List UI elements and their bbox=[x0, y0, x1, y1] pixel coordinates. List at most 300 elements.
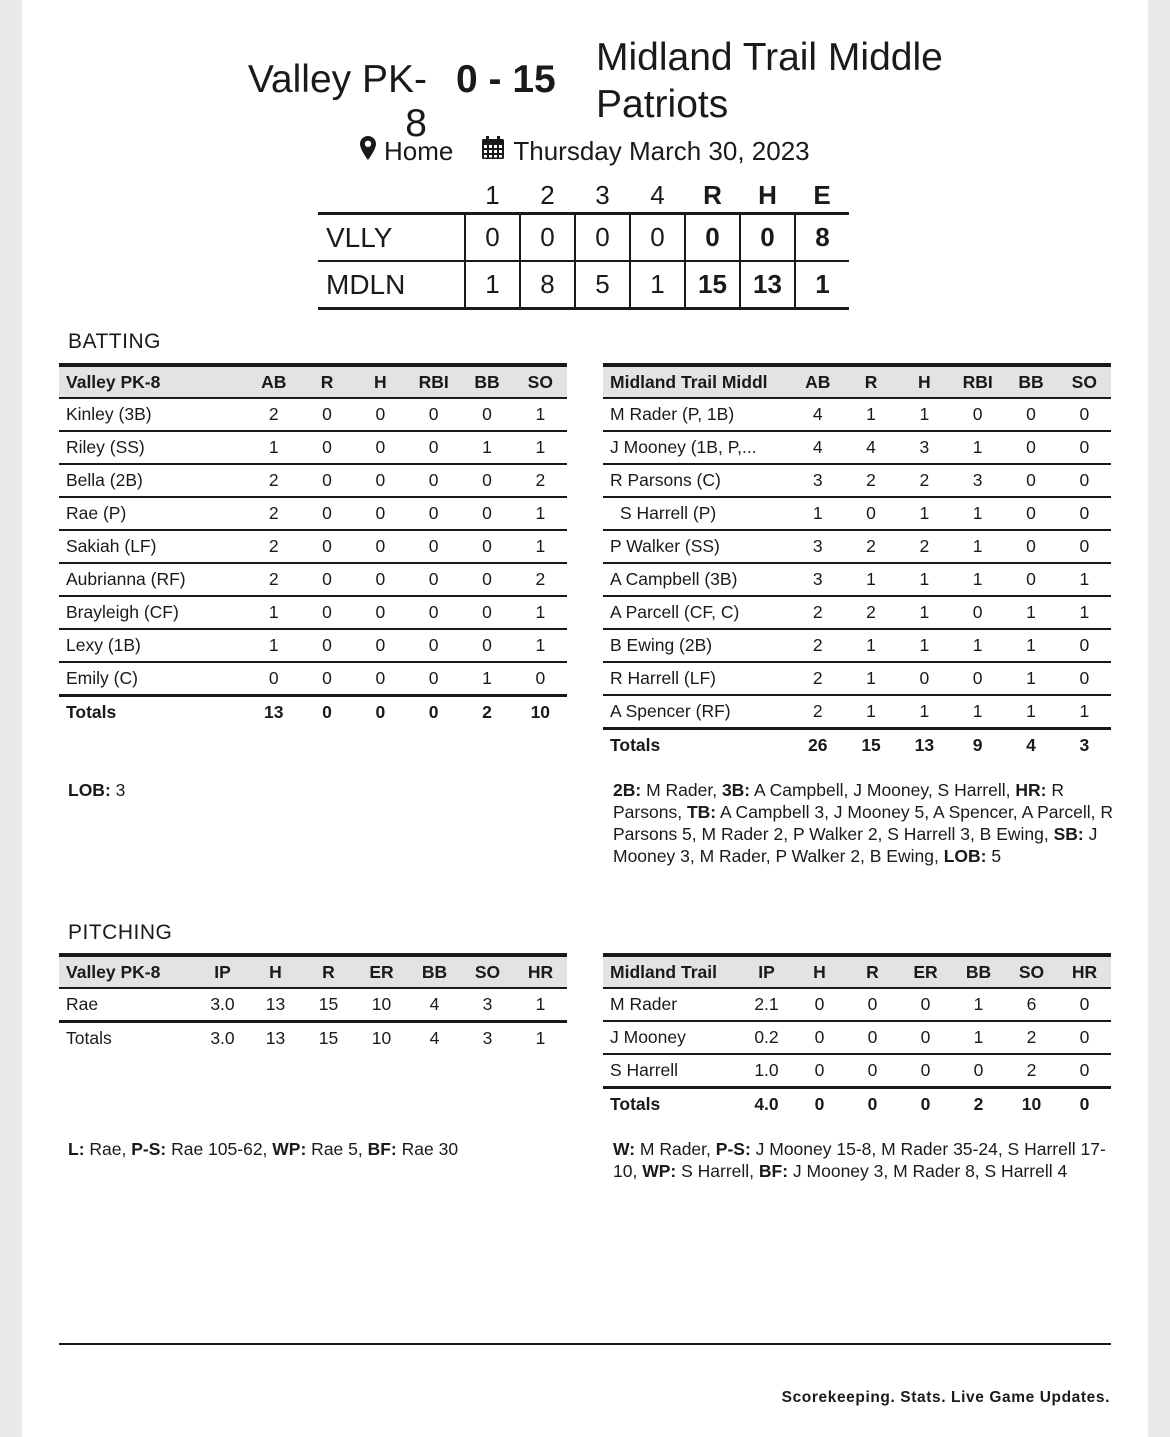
stat-cell: 4 bbox=[844, 431, 897, 464]
linescore-cell: 1 bbox=[795, 261, 849, 309]
table-column-header: IP bbox=[740, 955, 793, 988]
stat-cell: 1 bbox=[951, 695, 1004, 729]
player-name: Bella (2B) bbox=[59, 464, 247, 497]
table-row bbox=[59, 398, 567, 431]
note-text: J Mooney 3, M Rader, P Walker 2, B Ewing, bbox=[613, 824, 1098, 866]
stat-cell: 0 bbox=[899, 988, 952, 1021]
stat-cell: 0 bbox=[846, 988, 899, 1021]
linescore-cell: 15 bbox=[685, 261, 740, 309]
stat-cell: 0 bbox=[407, 596, 460, 629]
table-column-header: SO bbox=[1005, 955, 1058, 988]
stat-cell: 13 bbox=[249, 988, 302, 1022]
linescore-cell: 0 bbox=[465, 214, 520, 262]
stat-cell: 0 bbox=[354, 530, 407, 563]
note-text: 5 bbox=[986, 846, 1002, 866]
table-column-header: H bbox=[898, 365, 951, 398]
linescore-row bbox=[318, 261, 849, 309]
player-name: S Harrell bbox=[603, 1054, 740, 1088]
stat-cell: 1 bbox=[514, 497, 567, 530]
stat-cell: 1 bbox=[951, 563, 1004, 596]
stat-cell: 1 bbox=[460, 431, 513, 464]
table-row bbox=[603, 431, 1111, 464]
stat-cell: 0 bbox=[300, 497, 353, 530]
stat-cell: 2 bbox=[791, 662, 844, 695]
stat-cell: 1 bbox=[460, 662, 513, 696]
total-cell: 0 bbox=[899, 1088, 952, 1121]
player-name: R Harrell (LF) bbox=[603, 662, 791, 695]
note-label: WP: bbox=[272, 1139, 307, 1159]
stat-cell: 1 bbox=[1004, 596, 1057, 629]
table-team-header: Valley PK-8 bbox=[59, 365, 247, 398]
total-cell: 10 bbox=[355, 1022, 408, 1055]
totals-row bbox=[59, 696, 567, 729]
table-team-header: Midland Trail Middl bbox=[603, 365, 791, 398]
linescore-header: 4 bbox=[650, 179, 665, 210]
total-cell: 1 bbox=[514, 1022, 567, 1055]
stat-cell: 0 bbox=[1058, 1021, 1111, 1054]
stat-cell: 0 bbox=[1058, 398, 1111, 431]
player-name: M Rader (P, 1B) bbox=[603, 398, 791, 431]
total-cell: 3.0 bbox=[196, 1022, 249, 1055]
stat-cell: 2 bbox=[1005, 1054, 1058, 1088]
stat-cell: 0 bbox=[1004, 530, 1057, 563]
note-text: Rae 5, bbox=[306, 1139, 368, 1159]
table-column-header: BB bbox=[1004, 365, 1057, 398]
scorecard-page bbox=[22, 0, 1148, 1437]
total-cell: 0 bbox=[407, 696, 460, 729]
stat-cell: 1 bbox=[514, 398, 567, 431]
stat-cell: 0 bbox=[1004, 497, 1057, 530]
table-column-header: H bbox=[354, 365, 407, 398]
stat-cell: 2 bbox=[791, 695, 844, 729]
stat-cell: 1 bbox=[247, 629, 300, 662]
stat-cell: 1 bbox=[844, 563, 897, 596]
player-name: Riley (SS) bbox=[59, 431, 247, 464]
table-team-header: Valley PK-8 bbox=[59, 955, 196, 988]
stat-cell: 1.0 bbox=[740, 1054, 793, 1088]
stat-cell: 2 bbox=[247, 530, 300, 563]
stat-cell: 0 bbox=[407, 662, 460, 696]
note-text: Rae 105-62, bbox=[166, 1139, 273, 1159]
stat-cell: 0 bbox=[1004, 398, 1057, 431]
player-name: A Spencer (RF) bbox=[603, 695, 791, 729]
stat-cell: 4 bbox=[791, 398, 844, 431]
stat-cell: 0 bbox=[247, 662, 300, 696]
stat-cell: 1 bbox=[791, 497, 844, 530]
batting-table-away bbox=[59, 363, 567, 728]
totals-row bbox=[59, 1022, 567, 1055]
table-row bbox=[59, 530, 567, 563]
stat-cell: 0 bbox=[460, 596, 513, 629]
linescore-team: MDLN bbox=[318, 261, 465, 309]
totals-label: Totals bbox=[59, 696, 247, 729]
stat-cell: 1 bbox=[951, 431, 1004, 464]
table-column-header: R bbox=[300, 365, 353, 398]
stat-cell: 0 bbox=[354, 563, 407, 596]
stat-cell: 0 bbox=[899, 1054, 952, 1088]
stat-cell: 0 bbox=[514, 662, 567, 696]
table-column-header: ER bbox=[899, 955, 952, 988]
table-row bbox=[603, 563, 1111, 596]
table-column-header: AB bbox=[247, 365, 300, 398]
note-text: Rae, bbox=[84, 1139, 132, 1159]
total-cell: 9 bbox=[951, 729, 1004, 762]
stat-cell: 0 bbox=[1004, 431, 1057, 464]
note-text: M Rader, bbox=[635, 1139, 716, 1159]
table-column-header: RBI bbox=[951, 365, 1004, 398]
stat-cell: 2.1 bbox=[740, 988, 793, 1021]
linescore-header: 2 bbox=[540, 179, 555, 210]
stat-cell: 0 bbox=[1058, 497, 1111, 530]
stat-cell: 15 bbox=[302, 988, 355, 1022]
stat-cell: 1 bbox=[1058, 695, 1111, 729]
table-team-header: Midland Trail bbox=[603, 955, 740, 988]
table-row bbox=[603, 1054, 1111, 1088]
player-name: Sakiah (LF) bbox=[59, 530, 247, 563]
stat-cell: 2 bbox=[247, 398, 300, 431]
total-cell: 13 bbox=[249, 1022, 302, 1055]
stat-cell: 0 bbox=[407, 497, 460, 530]
stat-cell: 2 bbox=[514, 464, 567, 497]
player-name: B Ewing (2B) bbox=[603, 629, 791, 662]
total-cell: 0 bbox=[300, 696, 353, 729]
stat-cell: 0 bbox=[354, 398, 407, 431]
table-row bbox=[59, 629, 567, 662]
stat-cell: 0 bbox=[407, 431, 460, 464]
table-row bbox=[603, 695, 1111, 729]
stat-cell: 2 bbox=[844, 596, 897, 629]
home-team-name: Midland Trail Middle Patriots bbox=[596, 36, 943, 126]
table-column-header: BB bbox=[460, 365, 513, 398]
note-label: WP: bbox=[642, 1161, 677, 1181]
linescore-cell: 0 bbox=[630, 214, 685, 262]
table-row bbox=[603, 662, 1111, 695]
stat-cell: 0 bbox=[460, 398, 513, 431]
stat-cell: 4 bbox=[408, 988, 461, 1022]
note-label: P-S: bbox=[715, 1139, 751, 1159]
stat-cell: 0 bbox=[1058, 629, 1111, 662]
total-cell: 15 bbox=[844, 729, 897, 762]
stat-cell: 2 bbox=[791, 629, 844, 662]
table-row bbox=[59, 464, 567, 497]
total-cell: 0 bbox=[793, 1088, 846, 1121]
stat-cell: 0 bbox=[951, 596, 1004, 629]
linescore-cell: 1 bbox=[630, 261, 685, 309]
table-column-header: H bbox=[249, 955, 302, 988]
stat-cell: 0 bbox=[898, 662, 951, 695]
note-text: Rae 30 bbox=[396, 1139, 459, 1159]
note-label: SB: bbox=[1053, 824, 1084, 844]
stat-cell: 2 bbox=[247, 563, 300, 596]
stat-cell: 2 bbox=[898, 530, 951, 563]
table-row bbox=[603, 1021, 1111, 1054]
batting-notes-home bbox=[613, 779, 1118, 867]
table-row bbox=[59, 662, 567, 696]
linescore-header: 1 bbox=[485, 179, 500, 210]
note-label: HR: bbox=[1015, 780, 1047, 800]
stat-cell: 1 bbox=[1004, 629, 1057, 662]
batting-header-row bbox=[59, 365, 567, 398]
table-row bbox=[603, 530, 1111, 563]
stat-cell: 2 bbox=[247, 497, 300, 530]
stat-cell: 0 bbox=[354, 596, 407, 629]
player-name: Aubrianna (RF) bbox=[59, 563, 247, 596]
table-row bbox=[603, 398, 1111, 431]
total-cell: 0 bbox=[846, 1088, 899, 1121]
note-label: BF: bbox=[758, 1161, 789, 1181]
stat-cell: 2 bbox=[1005, 1021, 1058, 1054]
stat-cell: 1 bbox=[898, 596, 951, 629]
linescore-cell: 1 bbox=[465, 261, 520, 309]
stat-cell: 0 bbox=[793, 1054, 846, 1088]
player-name: R Parsons (C) bbox=[603, 464, 791, 497]
stat-cell: 0 bbox=[951, 662, 1004, 695]
linescore-cell: 0 bbox=[520, 214, 575, 262]
stat-cell: 0 bbox=[300, 464, 353, 497]
stat-cell: 1 bbox=[952, 988, 1005, 1021]
note-text: R Parsons, bbox=[613, 780, 1064, 822]
stat-cell: 1 bbox=[951, 497, 1004, 530]
stat-cell: 0 bbox=[300, 596, 353, 629]
total-cell: 15 bbox=[302, 1022, 355, 1055]
stat-cell: 2 bbox=[844, 530, 897, 563]
stat-cell: 1 bbox=[844, 695, 897, 729]
table-row bbox=[603, 464, 1111, 497]
table-column-header: BB bbox=[408, 955, 461, 988]
stat-cell: 1 bbox=[514, 530, 567, 563]
table-column-header: ER bbox=[355, 955, 408, 988]
linescore-cell: 0 bbox=[685, 214, 740, 262]
stat-cell: 3 bbox=[898, 431, 951, 464]
stat-cell: 0 bbox=[300, 431, 353, 464]
stat-cell: 0.2 bbox=[740, 1021, 793, 1054]
table-column-header: R bbox=[844, 365, 897, 398]
player-name: Rae (P) bbox=[59, 497, 247, 530]
total-cell: 13 bbox=[247, 696, 300, 729]
table-row bbox=[603, 988, 1111, 1021]
stat-cell: 1 bbox=[247, 596, 300, 629]
table-column-header: R bbox=[302, 955, 355, 988]
stat-cell: 4 bbox=[791, 431, 844, 464]
linescore-team: VLLY bbox=[318, 214, 465, 262]
stat-cell: 1 bbox=[514, 596, 567, 629]
stat-cell: 0 bbox=[300, 530, 353, 563]
stat-cell: 1 bbox=[898, 629, 951, 662]
stat-cell: 0 bbox=[793, 988, 846, 1021]
player-name: Lexy (1B) bbox=[59, 629, 247, 662]
stat-cell: 3 bbox=[951, 464, 1004, 497]
game-meta bbox=[360, 136, 810, 167]
total-cell: 10 bbox=[1005, 1088, 1058, 1121]
total-cell: 2 bbox=[952, 1088, 1005, 1121]
stat-cell: 0 bbox=[300, 398, 353, 431]
table-column-header: HR bbox=[514, 955, 567, 988]
stat-cell: 1 bbox=[898, 563, 951, 596]
table-column-header: BB bbox=[952, 955, 1005, 988]
total-cell: 4.0 bbox=[740, 1088, 793, 1121]
away-team-name: Valley PK-8 bbox=[247, 58, 427, 145]
stat-cell: 0 bbox=[300, 662, 353, 696]
stat-cell: 2 bbox=[898, 464, 951, 497]
linescore-cell: 8 bbox=[520, 261, 575, 309]
game-location: Home bbox=[384, 136, 454, 166]
stat-cell: 0 bbox=[1058, 530, 1111, 563]
stat-cell: 0 bbox=[1058, 464, 1111, 497]
total-cell: 3 bbox=[1058, 729, 1111, 762]
table-row bbox=[59, 988, 567, 1022]
total-cell: 4 bbox=[408, 1022, 461, 1055]
total-cell: 13 bbox=[898, 729, 951, 762]
player-name: Emily (C) bbox=[59, 662, 247, 696]
stat-cell: 0 bbox=[460, 629, 513, 662]
batting-table-home bbox=[603, 363, 1111, 761]
note-text: M Rader, bbox=[641, 780, 722, 800]
total-cell: 10 bbox=[514, 696, 567, 729]
player-name: S Harrell (P) bbox=[603, 497, 791, 530]
stat-cell: 1 bbox=[514, 988, 567, 1022]
player-name: A Campbell (3B) bbox=[603, 563, 791, 596]
lob-label: LOB: bbox=[68, 780, 111, 800]
player-name: P Walker (SS) bbox=[603, 530, 791, 563]
stat-cell: 1 bbox=[952, 1021, 1005, 1054]
note-label: BF: bbox=[367, 1139, 397, 1159]
table-row bbox=[59, 563, 567, 596]
player-name: J Mooney bbox=[603, 1021, 740, 1054]
stat-cell: 0 bbox=[354, 464, 407, 497]
stat-cell: 0 bbox=[460, 530, 513, 563]
linescore-row bbox=[318, 214, 849, 262]
pitching-table-home bbox=[603, 953, 1111, 1120]
stat-cell: 0 bbox=[407, 629, 460, 662]
pitching-header-row bbox=[59, 955, 567, 988]
note-label: 2B: bbox=[613, 780, 642, 800]
stat-cell: 3 bbox=[791, 530, 844, 563]
stat-cell: 0 bbox=[407, 464, 460, 497]
total-cell: 3 bbox=[461, 1022, 514, 1055]
stat-cell: 0 bbox=[1004, 563, 1057, 596]
table-column-header: H bbox=[793, 955, 846, 988]
stat-cell: 3 bbox=[791, 464, 844, 497]
pitching-notes-away bbox=[68, 1138, 573, 1160]
pitching-table-away bbox=[59, 953, 567, 1054]
stat-cell: 0 bbox=[300, 563, 353, 596]
stat-cell: 1 bbox=[898, 497, 951, 530]
totals-label: Totals bbox=[603, 1088, 740, 1121]
game-date: Thursday March 30, 2023 bbox=[513, 136, 810, 166]
stat-cell: 2 bbox=[247, 464, 300, 497]
note-text: J Mooney 3, M Rader 8, S Harrell 4 bbox=[788, 1161, 1068, 1181]
stat-cell: 6 bbox=[1005, 988, 1058, 1021]
footer-tagline: Scorekeeping. Stats. Live Game Updates. bbox=[781, 1389, 1110, 1406]
stat-cell: 1 bbox=[844, 398, 897, 431]
player-name: M Rader bbox=[603, 988, 740, 1021]
stat-cell: 1 bbox=[1004, 695, 1057, 729]
stat-cell: 0 bbox=[1004, 464, 1057, 497]
stat-cell: 1 bbox=[898, 398, 951, 431]
linescore-header: 3 bbox=[595, 179, 610, 210]
table-column-header: SO bbox=[1058, 365, 1111, 398]
stat-cell: 0 bbox=[460, 464, 513, 497]
table-column-header: AB bbox=[791, 365, 844, 398]
stat-cell: 0 bbox=[793, 1021, 846, 1054]
table-column-header: RBI bbox=[407, 365, 460, 398]
batting-header-row bbox=[603, 365, 1111, 398]
stat-cell: 0 bbox=[899, 1021, 952, 1054]
stat-cell: 0 bbox=[407, 563, 460, 596]
linescore-table bbox=[318, 178, 849, 310]
linescore-cell: 5 bbox=[575, 261, 630, 309]
totals-row bbox=[603, 729, 1111, 762]
final-score: 0 - 15 bbox=[456, 58, 556, 101]
stat-cell: 1 bbox=[844, 629, 897, 662]
note-label: LOB: bbox=[943, 846, 987, 866]
totals-label: Totals bbox=[59, 1022, 196, 1055]
stat-cell: 1 bbox=[247, 431, 300, 464]
stat-cell: 0 bbox=[1058, 431, 1111, 464]
note-text: S Harrell, bbox=[676, 1161, 759, 1181]
location-pin-icon bbox=[360, 136, 376, 167]
player-name: A Parcell (CF, C) bbox=[603, 596, 791, 629]
batting-notes-away bbox=[68, 779, 125, 801]
stat-cell: 1 bbox=[1004, 662, 1057, 695]
calendar-icon bbox=[481, 136, 505, 167]
pitching-notes-home bbox=[613, 1138, 1118, 1182]
stat-cell: 0 bbox=[354, 662, 407, 696]
stat-cell: 3.0 bbox=[196, 988, 249, 1022]
stat-cell: 0 bbox=[407, 530, 460, 563]
player-name: Kinley (3B) bbox=[59, 398, 247, 431]
note-label: L: bbox=[68, 1139, 85, 1159]
linescore-cell: 8 bbox=[795, 214, 849, 262]
stat-cell: 2 bbox=[844, 464, 897, 497]
table-row bbox=[59, 596, 567, 629]
table-row bbox=[603, 497, 1111, 530]
stat-cell: 0 bbox=[354, 431, 407, 464]
note-text: A Campbell, J Mooney, S Harrell, bbox=[750, 780, 1016, 800]
stat-cell: 0 bbox=[354, 497, 407, 530]
totals-label: Totals bbox=[603, 729, 791, 762]
table-column-header: SO bbox=[514, 365, 567, 398]
player-name: J Mooney (1B, P,... bbox=[603, 431, 791, 464]
note-label: W: bbox=[613, 1139, 636, 1159]
pitching-header-row bbox=[603, 955, 1111, 988]
stat-cell: 1 bbox=[514, 629, 567, 662]
batting-section-title: BATTING bbox=[68, 330, 161, 353]
stat-cell: 0 bbox=[846, 1021, 899, 1054]
stat-cell: 2 bbox=[514, 563, 567, 596]
stat-cell: 0 bbox=[1058, 988, 1111, 1021]
linescore-cell: 13 bbox=[740, 261, 795, 309]
stat-cell: 0 bbox=[300, 629, 353, 662]
stat-cell: 0 bbox=[846, 1054, 899, 1088]
stat-cell: 1 bbox=[844, 662, 897, 695]
table-column-header: IP bbox=[196, 955, 249, 988]
stat-cell: 1 bbox=[951, 530, 1004, 563]
total-cell: 0 bbox=[354, 696, 407, 729]
lob-value: 3 bbox=[115, 780, 126, 800]
stat-cell: 1 bbox=[514, 431, 567, 464]
stat-cell: 0 bbox=[460, 497, 513, 530]
note-label: 3B: bbox=[721, 780, 751, 800]
linescore-header: H bbox=[758, 179, 777, 210]
note-label: P-S: bbox=[131, 1139, 167, 1159]
table-row bbox=[603, 629, 1111, 662]
total-cell: 26 bbox=[791, 729, 844, 762]
linescore-header: R bbox=[703, 179, 722, 210]
stat-cell: 1 bbox=[951, 629, 1004, 662]
stat-cell: 2 bbox=[791, 596, 844, 629]
stat-cell: 0 bbox=[952, 1054, 1005, 1088]
